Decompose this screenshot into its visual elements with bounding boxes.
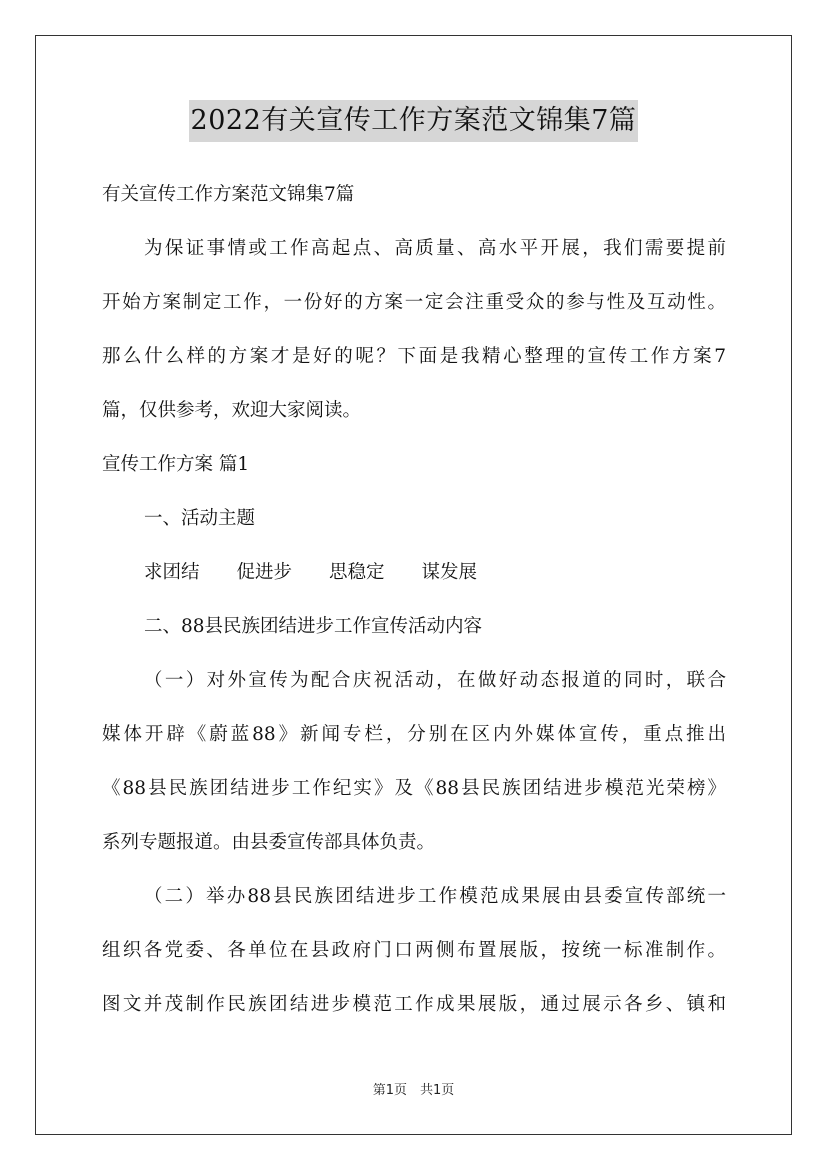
body-line: 组织各党委、各单位在县政府门口两侧布置展版，按统一标准制作。 [102,940,726,961]
body-line: 系列专题报道。由县委宣传部具体负责。 [102,832,436,853]
body-line: 开始方案制定工作，一份好的方案一定会注重受众的参与性及互动性。 [102,292,726,313]
title-container [0,100,827,142]
section-heading: 宣传工作方案 篇1 [102,454,250,475]
document-title: 2022有关宣传工作方案范文锦集7篇 [189,100,639,142]
body-line: （一）对外宣传为配合庆祝活动，在做好动态报道的同时，联合 [144,670,726,691]
body-line: 篇，仅供参考，欢迎大家阅读。 [102,400,362,421]
body-line: 《88县民族团结进步工作纪实》及《88县民族团结进步模范光荣榜》 [102,778,726,799]
body-line: 一、活动主题 [144,508,256,529]
body-line: （二）举办88县民族团结进步工作模范成果展由县委宣传部统一 [144,886,726,907]
body-line: 那么什么样的方案才是好的呢？下面是我精心整理的宣传工作方案7 [102,346,726,367]
body-line: 有关宣传工作方案范文锦集7篇 [102,184,355,205]
body-line: 二、88县民族团结进步工作宣传活动内容 [144,616,483,637]
body-line: 媒体开辟《蔚蓝88》新闻专栏，分别在区内外媒体宣传，重点推出 [102,724,726,745]
body-line: 求团结 促进步 思稳定 谋发展 [144,562,478,583]
body-line: 图文并茂制作民族团结进步模范工作成果展版，通过展示各乡、镇和 [102,994,726,1015]
page-footer: 第1页 共1页 [372,1083,455,1098]
body-line: 为保证事情或工作高起点、高质量、高水平开展，我们需要提前 [144,238,726,259]
